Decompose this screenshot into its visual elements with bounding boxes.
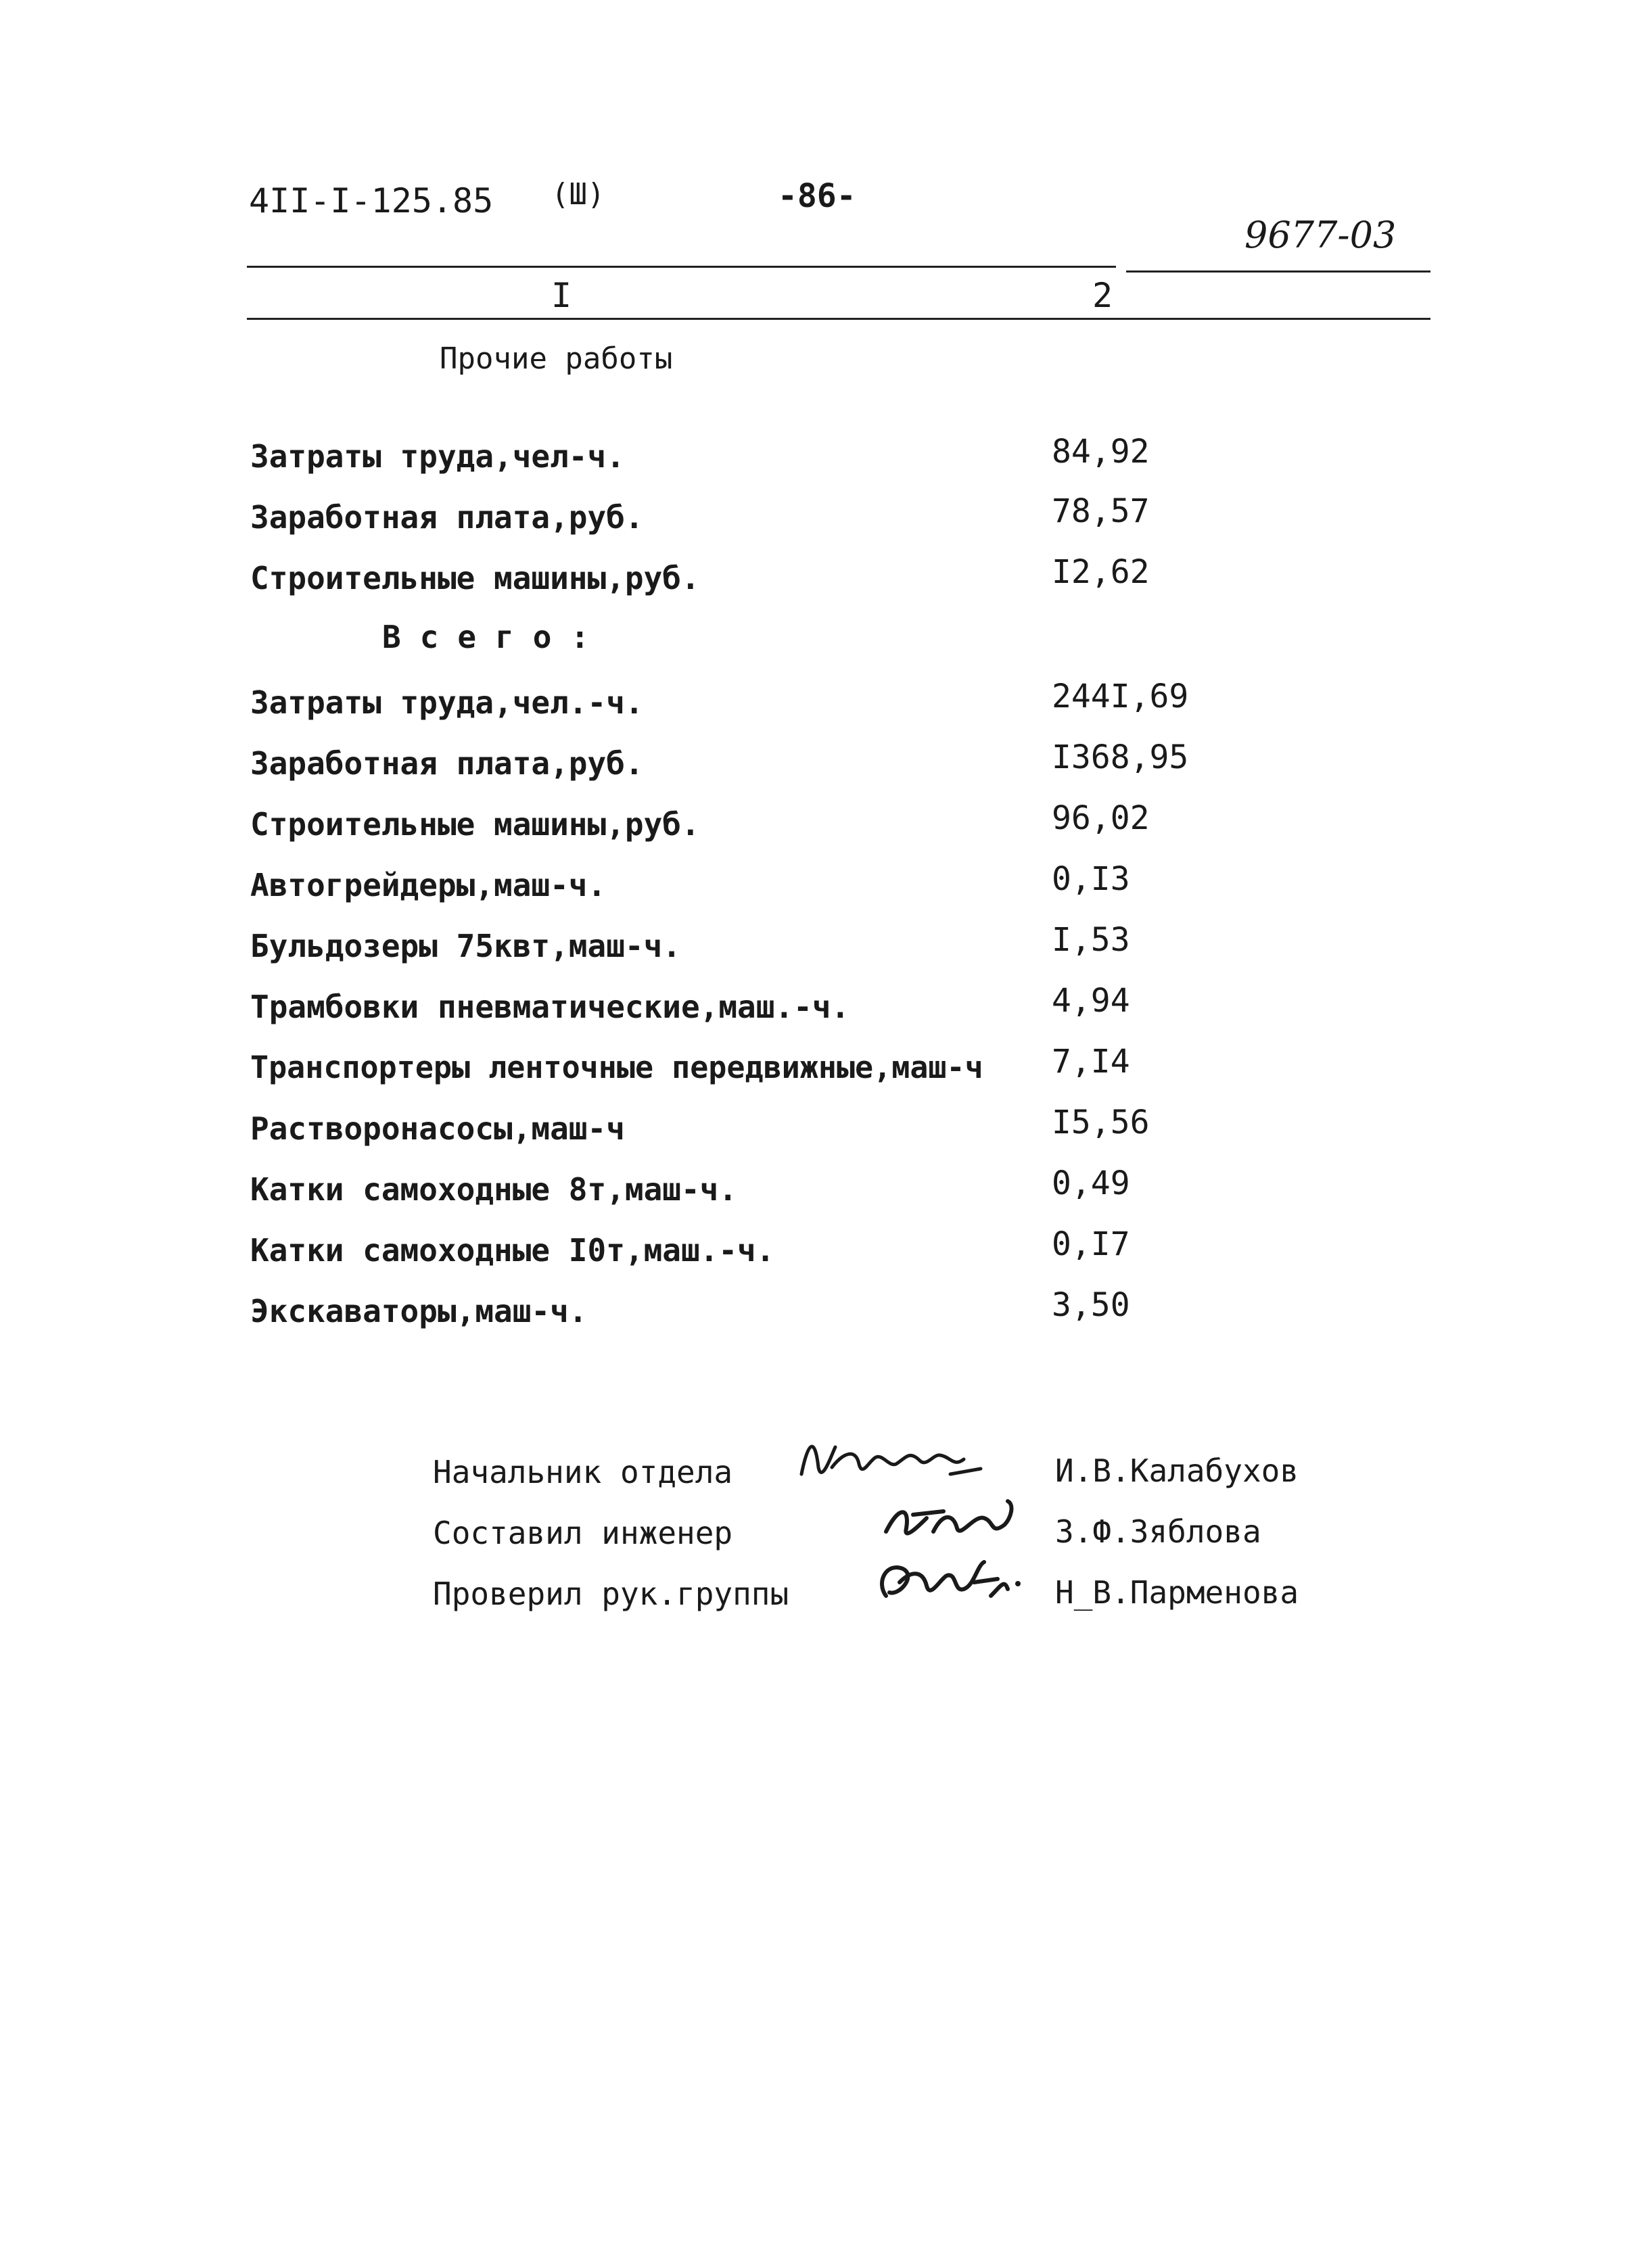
row-label: Заработная плата,руб. (250, 499, 644, 536)
row-value: I2,62 (1052, 553, 1150, 591)
row-value: 96,02 (1052, 799, 1150, 837)
signature-role: Составил инженер (433, 1515, 733, 1551)
row-label: Экскаваторы,маш-ч. (250, 1293, 588, 1329)
row-label: Строительные машины,руб. (250, 806, 700, 843)
row-value: 4,94 (1052, 982, 1130, 1020)
row-label: Затраты труда,чел.-ч. (250, 684, 644, 721)
row-label: Катки самоходные 8т,маш-ч. (250, 1171, 738, 1208)
row-value: I,53 (1052, 921, 1130, 959)
handwritten-signature-1 (795, 1427, 998, 1494)
section-title: Прочие работы (440, 341, 673, 376)
column-header-2: 2 (1092, 276, 1113, 315)
row-label: Строительные машины,руб. (250, 560, 700, 596)
row-value: 7,I4 (1052, 1043, 1130, 1081)
document-part: (Ш) (551, 177, 605, 212)
row-label: Катки самоходные I0т,маш.-ч. (250, 1232, 775, 1269)
row-value: I5,56 (1052, 1104, 1150, 1141)
row-value: 3,50 (1052, 1286, 1130, 1324)
total-title: Всего: (382, 619, 609, 655)
handwritten-signature-3 (872, 1549, 1028, 1616)
signature-name: Н_В.Парменова (1055, 1574, 1299, 1611)
signature-role: Начальник отдела (433, 1454, 733, 1490)
row-value: 244I,69 (1052, 678, 1189, 715)
header-rule-top-right (1126, 270, 1430, 273)
row-label: Бульдозеры 75квт,маш-ч. (250, 928, 681, 964)
row-label: Трамбовки пневматические,маш.-ч. (250, 989, 850, 1025)
row-value: 84,92 (1052, 433, 1150, 471)
header-rule-top-left (247, 266, 1116, 268)
header-rule-bottom (247, 318, 1430, 320)
row-value: 0,I7 (1052, 1225, 1130, 1263)
row-label: Автогрейдеры,маш-ч. (250, 867, 607, 903)
signature-name: З.Ф.Зяблова (1055, 1513, 1261, 1550)
document-code: 4II-I-125.85 (249, 181, 494, 220)
signature-name: И.В.Калабухов (1055, 1452, 1299, 1489)
row-value: 0,49 (1052, 1164, 1130, 1202)
row-value: 0,I3 (1052, 860, 1130, 898)
row-value: I368,95 (1052, 738, 1189, 776)
handwritten-number: 9677-03 (1244, 214, 1397, 256)
column-header-1: I (551, 276, 572, 315)
row-value: 78,57 (1052, 492, 1150, 530)
handwritten-signature-2 (879, 1491, 1021, 1552)
row-label: Заработная плата,руб. (250, 745, 644, 782)
row-label: Транспортеры ленточные передвижные,маш-ч (250, 1049, 983, 1085)
page-number: -86- (778, 177, 856, 215)
signature-role: Проверил рук.группы (433, 1576, 789, 1612)
row-label: Затраты труда,чел-ч. (250, 438, 625, 475)
row-label: Растворонасосы,маш-ч (250, 1110, 625, 1147)
